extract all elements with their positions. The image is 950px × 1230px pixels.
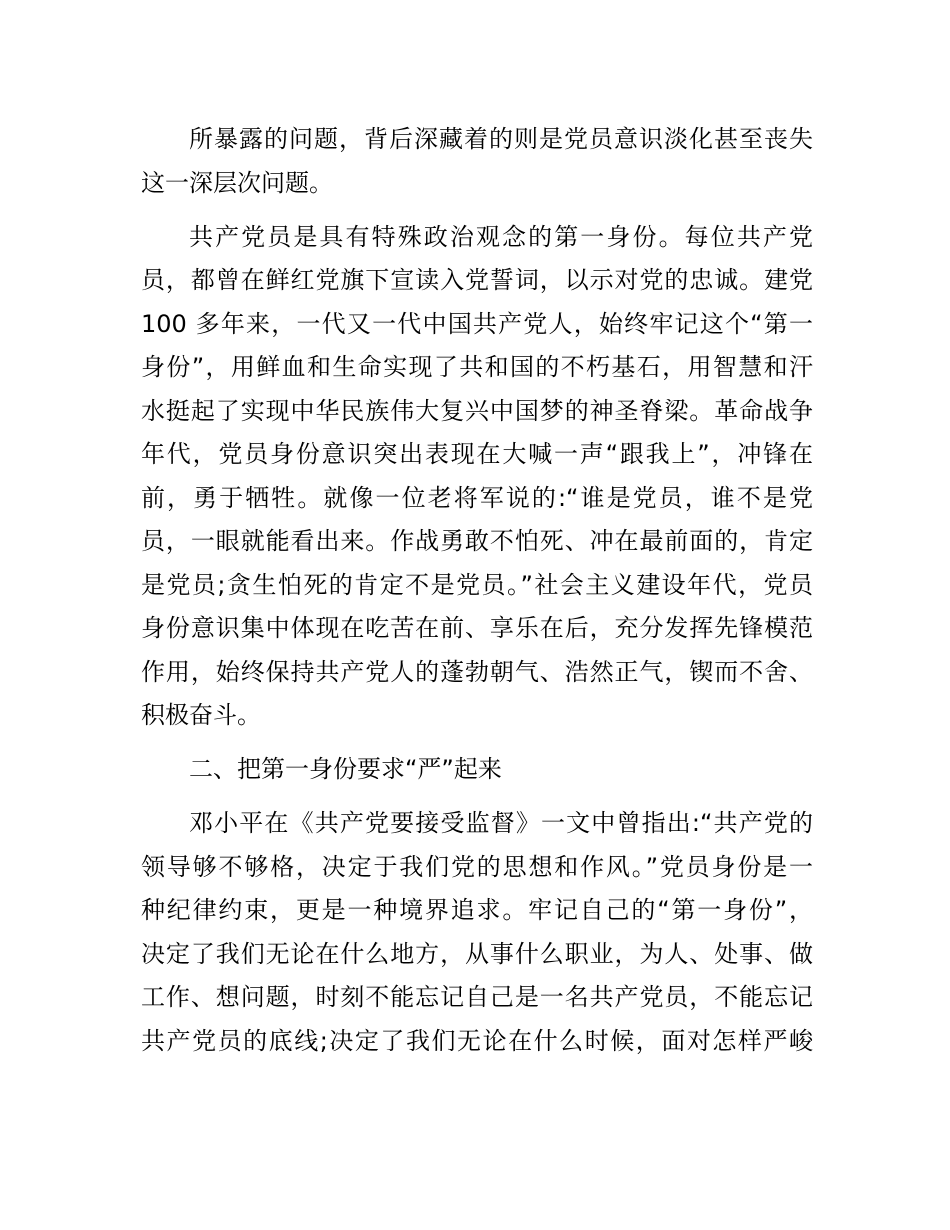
- text-line: 作用，始终保持共产党人的蓬勃朝气、浩然正气，锲而不舍、: [141, 657, 813, 686]
- text-line: 员，一眼就能看出来。作战勇敢不怕死、冲在最前面的，肯定: [141, 527, 813, 555]
- paragraph-2: [141, 216, 813, 738]
- document-body: [141, 118, 813, 1074]
- text-line: 所暴露的问题，背后深藏着的则是党员意识淡化甚至丧失: [189, 125, 813, 153]
- text-line: 工作、想问题，时刻不能忘记自己是一名共产党员，不能忘记: [141, 983, 813, 1011]
- paragraph-1: [141, 118, 813, 205]
- text-line: 是党员;贪生怕死的肯定不是党员。”社会主义建设年代，党员: [141, 570, 813, 599]
- text-line: 水挺起了实现中华民族伟大复兴中国梦的神圣脊梁。革命战争: [141, 396, 813, 425]
- text-line: 前，勇于牺牲。就像一位老将军说的:“谁是党员，谁不是党: [141, 483, 813, 512]
- text-line: 共产党员的底线;决定了我们无论在什么时候，面对怎样严峻: [141, 1026, 813, 1055]
- text-line: 共产党员是具有特殊政治观念的第一身份。每位共产党: [189, 222, 813, 251]
- heading-line: 二、把第一身份要求“严”起来: [189, 755, 502, 783]
- text-line: 领导够不够格，决定于我们党的思想和作风。”党员身份是一: [141, 852, 813, 881]
- text-line: 身份”，用鲜血和生命实现了共和国的不朽基石，用智慧和汗: [141, 353, 813, 381]
- text-line: 员，都曾在鲜红党旗下宣读入党誓词，以示对党的忠诚。建党: [141, 266, 813, 294]
- section-heading: [141, 748, 813, 792]
- text-line: 种纪律约束，更是一种境界追求。牢记自己的“第一身份”，: [141, 896, 813, 924]
- text-line: 积极奋斗。: [141, 701, 261, 729]
- text-line: 决定了我们无论在什么地方，从事什么职业，为人、处事、做: [141, 939, 813, 968]
- text-line: 身份意识集中体现在吃苦在前、享乐在后，充分发挥先锋模范: [141, 614, 813, 642]
- text-line: 100 多年来，一代又一代中国共产党人，始终牢记这个“第一: [141, 309, 813, 338]
- paragraph-4: [141, 802, 813, 1063]
- text-line: 年代，党员身份意识突出表现在大喊一声“跟我上”，冲锋在: [141, 440, 813, 468]
- text-line: 邓小平在《共产党要接受监督》一文中曾指出:“共产党的: [189, 809, 813, 837]
- text-line: 这一深层次问题。: [141, 168, 333, 197]
